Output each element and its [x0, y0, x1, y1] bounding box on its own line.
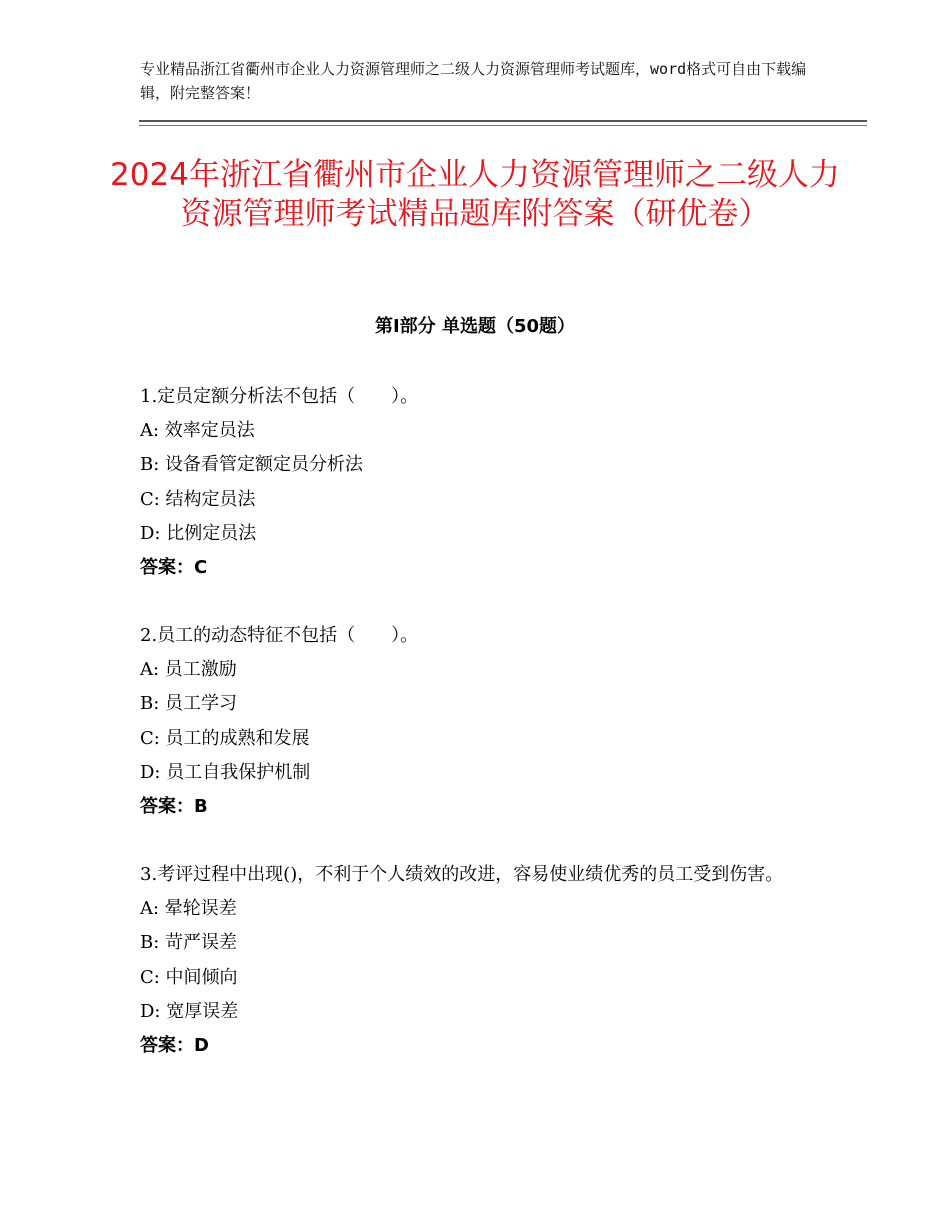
answer-line: 答案：B [140, 796, 208, 818]
option-d: D: 比例定员法 [140, 522, 257, 544]
option-b: B: 设备看管定额定员分析法 [140, 454, 364, 476]
section-heading: 第Ⅰ部分 单选题（50题） [374, 316, 575, 337]
question-stem: 1.定员定额分析法不包括（ ）。 [140, 386, 419, 407]
header-rule-thick [139, 120, 867, 122]
answer-line: 答案：C [140, 557, 208, 579]
question-list [140, 380, 820, 1097]
question-1 [140, 380, 820, 585]
option-a: A: 员工激励 [140, 659, 237, 681]
option-d: D: 宽厚误差 [140, 1000, 239, 1022]
question-2 [140, 619, 820, 824]
option-a: A: 效率定员法 [140, 420, 255, 442]
header-note: 专业精品浙江省衢州市企业人力资源管理师之二级人力资源管理师考试题库，word格式可自由下载编辑，附完整答案！ [140, 60, 807, 102]
option-b: B: 员工学习 [140, 693, 238, 715]
answer-line: 答案：D [140, 1035, 209, 1057]
question-stem: 2.员工的动态特征不包括（ ）。 [140, 625, 419, 647]
document-title: 2024年浙江省衢州市企业人力资源管理师之二级人力资源管理师考试精品题库附答案（研优卷） [110, 157, 840, 232]
option-c: C: 结构定员法 [140, 488, 256, 510]
option-c: C: 中间倾向 [140, 966, 238, 988]
option-d: D: 员工自我保护机制 [140, 761, 311, 783]
option-b: B: 苛严误差 [140, 932, 238, 954]
option-c: C: 员工的成熟和发展 [140, 727, 310, 749]
question-stem: 3.考评过程中出现()，不利于个人绩效的改进，容易使业绩优秀的员工受到伤害。 [140, 864, 784, 886]
header-rule-thin [139, 125, 867, 126]
question-3 [140, 858, 820, 1063]
option-a: A: 晕轮误差 [140, 898, 237, 920]
